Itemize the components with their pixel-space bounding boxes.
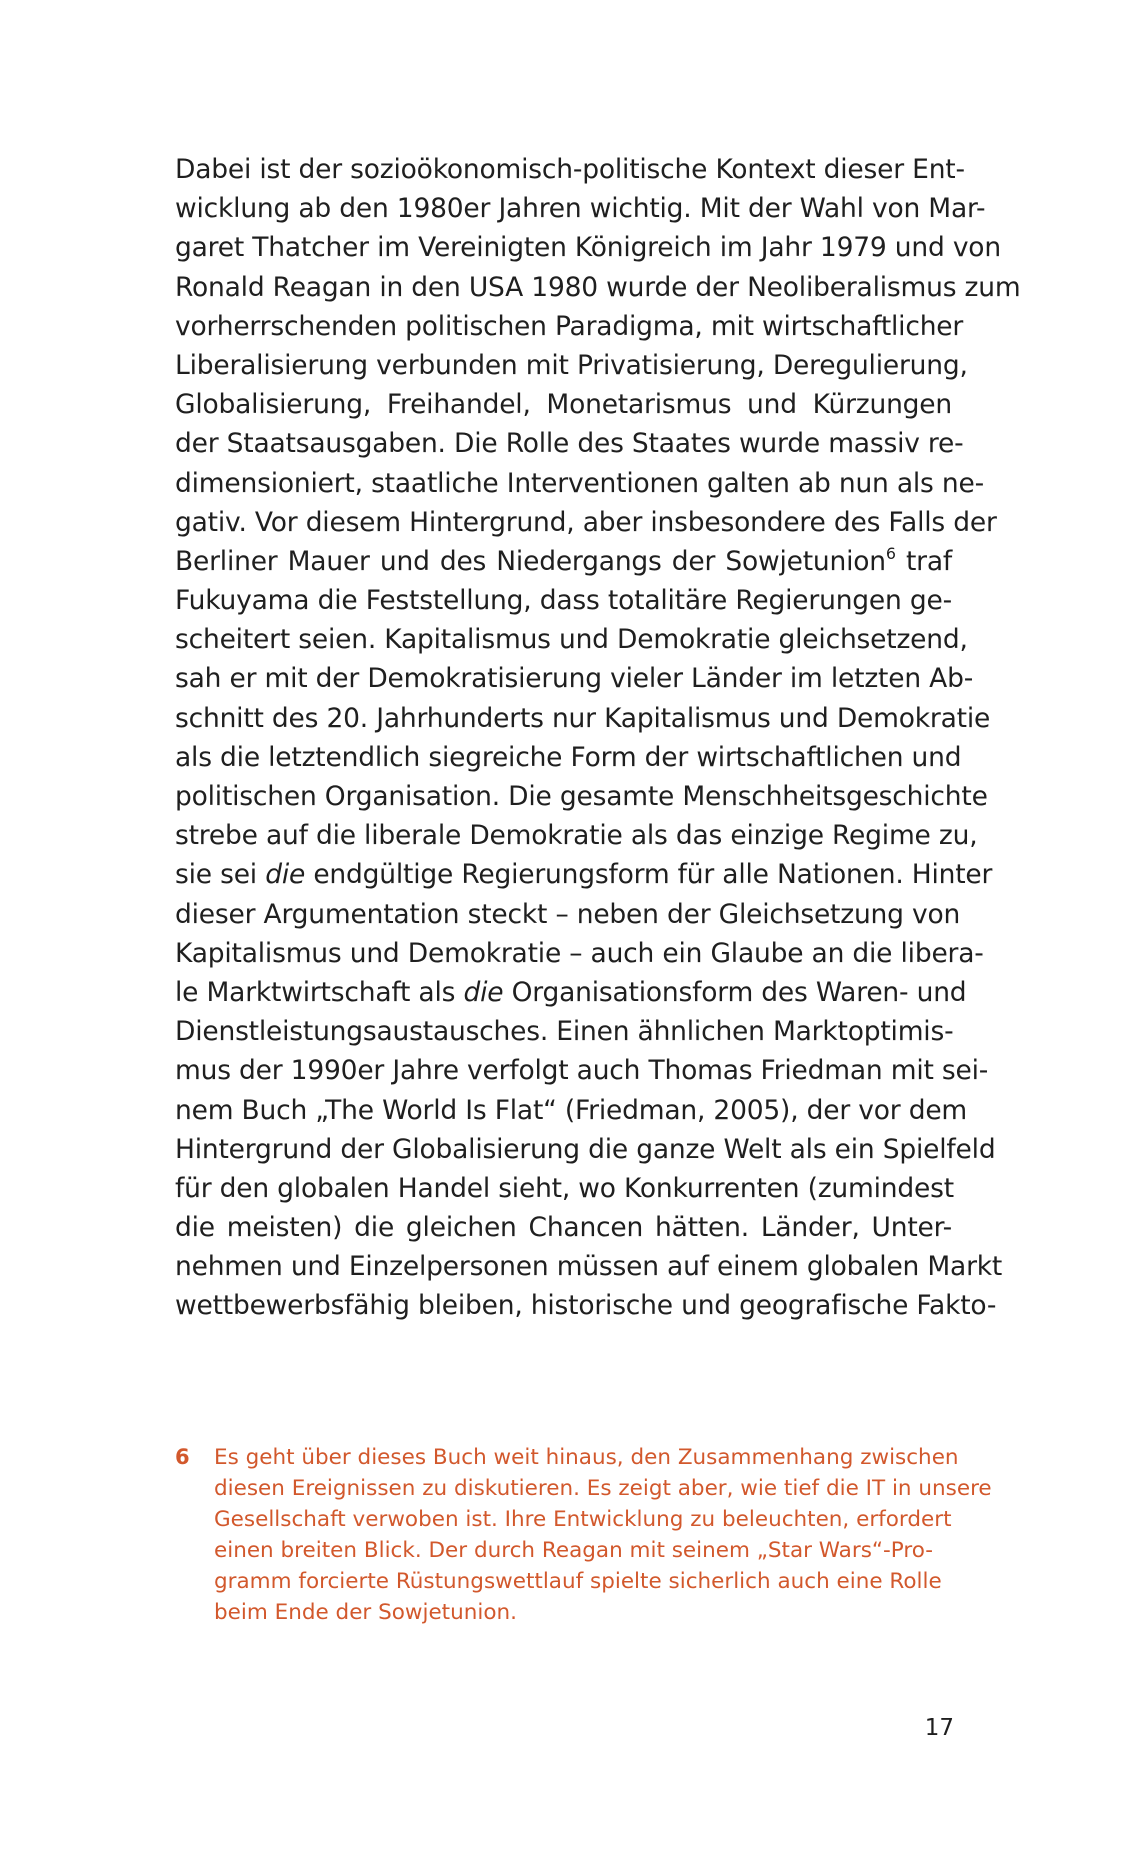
footnote-reference[interactable]: 6: [885, 543, 896, 563]
emphasized-word: die: [265, 859, 306, 891]
body-line: sah er mit der Demokratisierung vieler Länder im letzten Ab-: [175, 663, 974, 695]
body-line: der Staatsausgaben. Die Rolle des Staates wurde massiv re-: [175, 428, 964, 460]
body-line: gativ. Vor diesem Hintergrund, aber insbesondere des Falls der: [175, 506, 997, 538]
body-line: Liberalisierung verbunden mit Privatisierung, Deregulierung,: [175, 349, 968, 381]
footnote-line: einen breiten Blick. Der durch Reagan mit seinem „Star Wars“-Pro-: [214, 1538, 934, 1563]
body-line-text: endgültige Regierungsform für alle Nationen. Hinter: [305, 859, 993, 891]
body-line: Dabei ist der sozioökonomisch-politische Kontext dieser Ent-: [175, 154, 965, 185]
footnote-line: beim Ende der Sowjetunion.: [214, 1600, 517, 1625]
body-line-text: Berliner Mauer und des Niedergangs der Sowjetunion: [175, 545, 886, 577]
footnote-line: Es geht über dieses Buch weit hinaus, den Zusammenhang zwischen: [214, 1445, 959, 1470]
body-line: als die letztendlich siegreiche Form der wirtschaftlichen und: [175, 741, 962, 773]
body-line: wettbewerbsfähig bleiben, historische und geografische Fakto-: [175, 1290, 997, 1322]
body-line-with-emphasis: [175, 855, 993, 894]
main-paragraph: [175, 150, 1021, 1326]
body-line-with-emphasis: [175, 973, 967, 1012]
page-number: 17: [924, 1715, 954, 1741]
body-line: schnitt des 20. Jahrhunderts nur Kapitalismus und Demokratie: [175, 702, 991, 734]
body-line-text: sie sei: [175, 859, 266, 891]
body-line: für den globalen Handel sieht, wo Konkurrenten (zumindest: [175, 1172, 954, 1204]
footnote-text: [214, 1442, 992, 1628]
emphasized-word: die: [463, 976, 504, 1008]
body-line: scheitert seien. Kapitalismus und Demokratie gleichsetzend,: [175, 624, 968, 656]
body-line: Hintergrund der Globalisierung die ganze Welt als ein Spielfeld: [175, 1133, 996, 1165]
body-line-text: traf: [895, 545, 952, 577]
body-line: politischen Organisation. Die gesamte Menschheitsgeschichte: [175, 781, 988, 812]
body-line: Globalisierung, Freihandel, Monetarismus und Kürzungen: [175, 389, 952, 421]
body-line: nehmen und Einzelpersonen müssen auf einem globalen Markt: [175, 1251, 1003, 1283]
footnote-line: gramm forcierte Rüstungswettlauf spielte sicherlich auch eine Rolle: [214, 1569, 942, 1594]
body-line: dieser Argumentation steckt – neben der Gleichsetzung von: [175, 898, 961, 930]
body-line: strebe auf die liberale Demokratie als das einzige Regime zu,: [175, 820, 978, 852]
body-line-text: le Marktwirtschaft als: [175, 976, 464, 1008]
body-line-with-footnote-ref: [175, 542, 952, 581]
footnote-number: 6: [175, 1445, 190, 1469]
body-line-text: Organisationsform des Waren- und: [503, 976, 967, 1008]
footnote-line: diesen Ereignissen zu diskutieren. Es zeigt aber, wie tief die IT in unsere: [214, 1476, 992, 1501]
body-line: nem Buch „The World Is Flat“ (Friedman, 2005), der vor dem: [175, 1094, 968, 1126]
body-line: Fukuyama die Feststellung, dass totalitäre Regierungen ge-: [175, 585, 952, 617]
body-line: Kapitalismus und Demokratie – auch ein Glaube an die libera-: [175, 937, 984, 969]
body-line: dimensioniert, staatliche Interventionen galten ab nun als ne-: [175, 467, 984, 499]
footnote-line: Gesellschaft verwoben ist. Ihre Entwicklung zu beleuchten, erfordert: [214, 1507, 952, 1532]
body-line: die meisten) die gleichen Chancen hätten. Länder, Unter-: [175, 1212, 952, 1244]
body-line: mus der 1990er Jahre verfolgt auch Thomas Friedman mit sei-: [175, 1055, 989, 1087]
body-line: wicklung ab den 1980er Jahren wichtig. Mit der Wahl von Mar-: [175, 193, 986, 225]
body-line: vorherrschenden politischen Paradigma, mit wirtschaftlicher: [175, 310, 964, 342]
body-line: Ronald Reagan in den USA 1980 wurde der Neoliberalismus zum: [175, 271, 1021, 303]
body-line: garet Thatcher im Vereinigten Königreich im Jahr 1979 und von: [175, 232, 1001, 264]
body-line: Dienstleistungsaustausches. Einen ähnlichen Marktoptimis-: [175, 1016, 954, 1048]
